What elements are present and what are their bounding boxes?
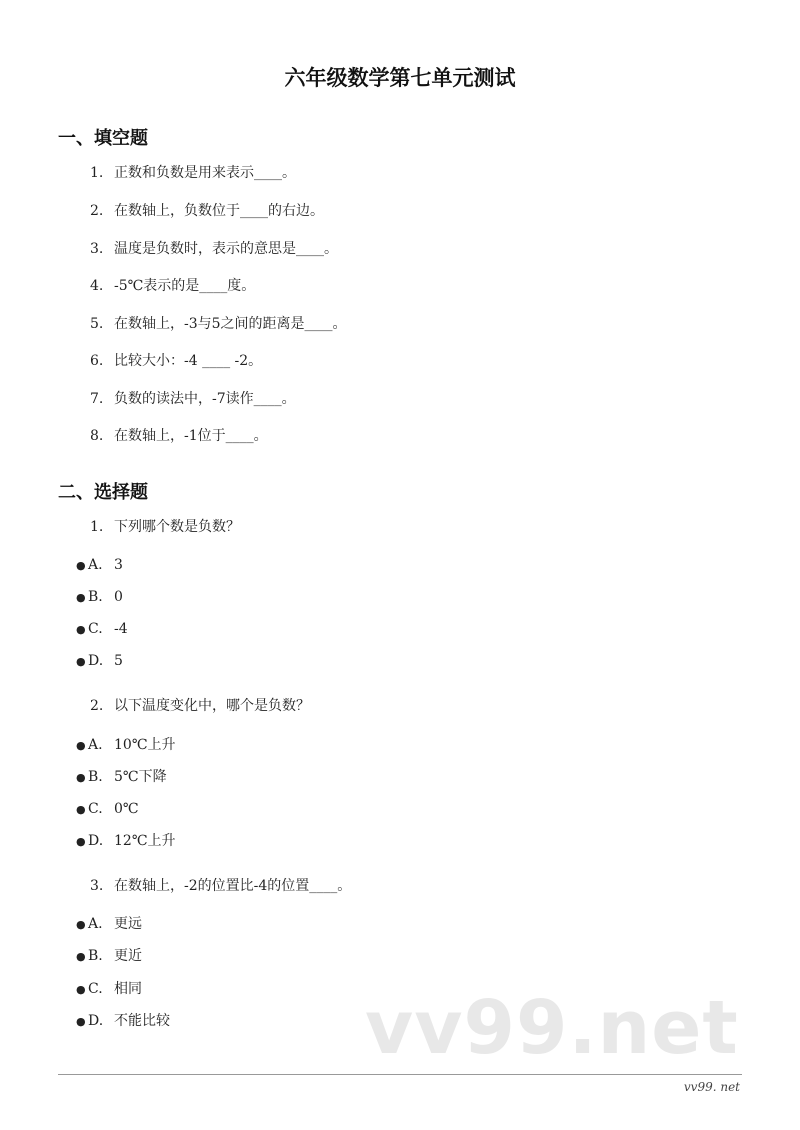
bullet-icon: ● <box>76 655 86 668</box>
question-text: 在数轴上，负数位于____的右边。 <box>114 203 324 219</box>
bullet-icon: ● <box>76 771 86 784</box>
footer-divider <box>58 1074 742 1075</box>
choice-option <box>76 831 175 852</box>
option-text: 更近 <box>114 948 142 964</box>
question-text: 正数和负数是用来表示____。 <box>114 165 296 181</box>
question-item <box>90 876 351 896</box>
question-text: 负数的读法中，-7读作____。 <box>114 391 296 407</box>
question-text: 在数轴上，-2的位置比-4的位置____。 <box>114 878 352 894</box>
question-text: 温度是负数时，表示的意思是____。 <box>114 241 338 257</box>
option-text: 不能比较 <box>114 1013 170 1029</box>
watermark: vv99.net <box>365 985 739 1071</box>
option-letter: D. <box>88 1013 104 1029</box>
question-item <box>90 314 347 334</box>
question-item <box>90 696 310 716</box>
question-number: 8. <box>90 428 104 444</box>
choice-option <box>76 946 142 967</box>
choice-option <box>76 619 128 640</box>
bullet-icon: ● <box>76 591 86 604</box>
question-number: 6. <box>90 353 104 369</box>
question-text: -5℃表示的是____度。 <box>114 278 256 294</box>
option-letter: C. <box>88 981 103 997</box>
bullet-icon: ● <box>76 918 86 931</box>
option-text: 相同 <box>114 981 142 997</box>
bullet-icon: ● <box>76 1015 86 1028</box>
bullet-icon: ● <box>76 559 86 572</box>
option-letter: D. <box>88 653 104 669</box>
question-number: 3. <box>90 878 104 894</box>
bullet-icon: ● <box>76 983 86 996</box>
question-item <box>90 389 296 409</box>
question-number: 3. <box>90 241 104 257</box>
option-letter: B. <box>88 589 103 605</box>
question-item <box>90 163 296 183</box>
question-number: 1. <box>90 519 104 535</box>
section-heading-fill-in: 一、填空题 <box>58 128 148 149</box>
option-text: 12℃上升 <box>114 833 176 849</box>
option-text: 0℃ <box>114 801 139 817</box>
question-text: 在数轴上，-1位于____。 <box>114 428 268 444</box>
question-item <box>90 426 268 446</box>
option-letter: B. <box>88 769 103 785</box>
bullet-icon: ● <box>76 950 86 963</box>
option-text: 5℃下降 <box>114 769 167 785</box>
question-text: 下列哪个数是负数？ <box>114 519 240 535</box>
question-item <box>90 517 240 537</box>
question-item <box>90 276 255 296</box>
question-number: 2. <box>90 698 104 714</box>
option-letter: C. <box>88 621 103 637</box>
choice-option <box>76 587 123 608</box>
choice-option <box>76 651 123 672</box>
question-text: 以下温度变化中，哪个是负数？ <box>114 698 310 714</box>
bullet-icon: ● <box>76 623 86 636</box>
option-text: -4 <box>114 621 128 637</box>
choice-option <box>76 979 142 1000</box>
option-letter: D. <box>88 833 104 849</box>
question-text: 在数轴上，-3与5之间的距离是____。 <box>114 316 347 332</box>
choice-option <box>76 735 175 756</box>
bullet-icon: ● <box>76 835 86 848</box>
question-text: 比较大小：-4 ____ -2。 <box>114 353 263 369</box>
question-number: 2. <box>90 203 104 219</box>
option-text: 3 <box>114 557 123 573</box>
footer-source: vv99. net <box>683 1080 740 1094</box>
option-letter: B. <box>88 948 103 964</box>
option-letter: A. <box>88 557 103 573</box>
choice-option <box>76 799 139 820</box>
choice-option <box>76 767 167 788</box>
question-number: 4. <box>90 278 104 294</box>
bullet-icon: ● <box>76 803 86 816</box>
question-number: 5. <box>90 316 104 332</box>
choice-option <box>76 914 142 935</box>
option-text: 更远 <box>114 916 142 932</box>
page-title: 六年级数学第七单元测试 <box>284 66 516 90</box>
question-number: 1. <box>90 165 104 181</box>
option-letter: C. <box>88 801 103 817</box>
question-item <box>90 351 262 371</box>
bullet-icon: ● <box>76 739 86 752</box>
choice-option <box>76 1011 170 1032</box>
option-text: 10℃上升 <box>114 737 176 753</box>
choice-option <box>76 555 123 576</box>
section-heading-multiple-choice: 二、选择题 <box>58 482 148 503</box>
question-item <box>90 201 324 221</box>
question-number: 7. <box>90 391 104 407</box>
option-text: 0 <box>114 589 123 605</box>
question-item <box>90 239 338 259</box>
option-letter: A. <box>88 916 103 932</box>
option-text: 5 <box>114 653 123 669</box>
option-letter: A. <box>88 737 103 753</box>
